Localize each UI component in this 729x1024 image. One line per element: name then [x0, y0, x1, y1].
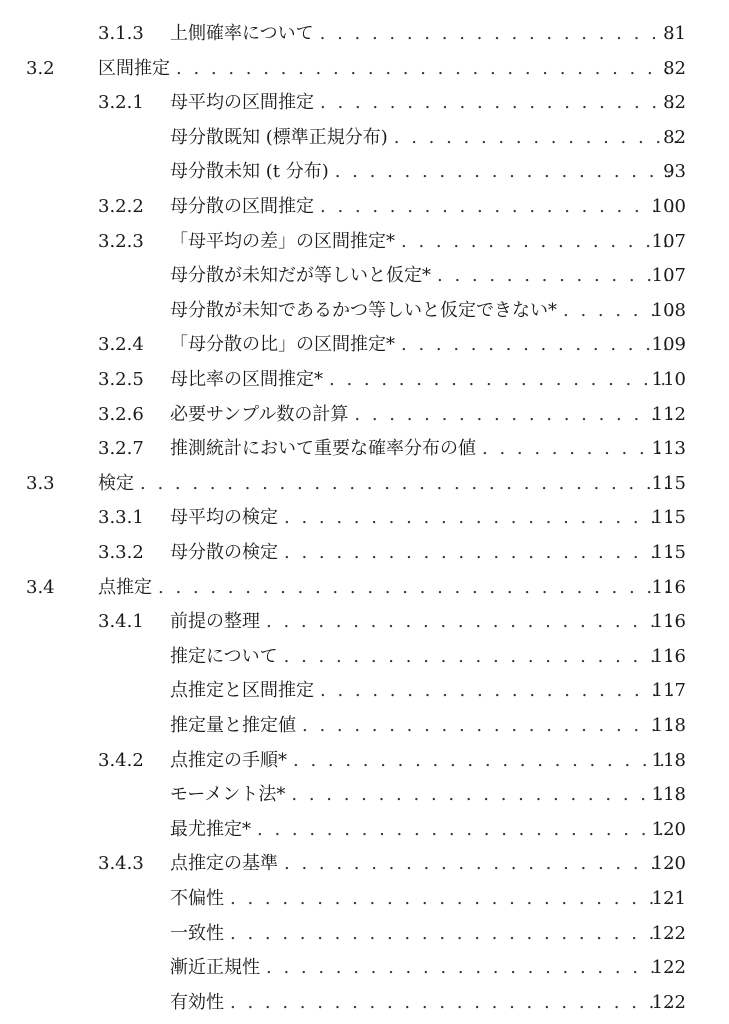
toc-entry-title: 推定について [170, 645, 278, 667]
toc-entry-title: 点推定の手順* [170, 749, 287, 771]
toc-entry-number: 3.3 [26, 472, 55, 494]
toc-dot-leader [158, 573, 679, 603]
toc-entry-page-number: 115 [651, 472, 686, 494]
toc-dot-leader [266, 607, 679, 637]
toc-entry-title: 「母平均の差」の区間推定* [170, 230, 395, 252]
toc-entry-title: 母分散未知 (t 分布) [170, 161, 329, 183]
toc-dot-leader [284, 849, 679, 879]
toc-entry-page-number: 118 [651, 715, 686, 736]
toc-entry-number: 3.2.4 [98, 334, 144, 356]
toc-entry-title-group [170, 849, 679, 879]
toc-entry-title-group [170, 434, 679, 464]
toc-entry-title: 推測統計において重要な確率分布の値 [170, 438, 476, 460]
toc-entry-title-group [170, 19, 679, 49]
toc-entry-page-number: 118 [651, 749, 686, 771]
toc-entry-page-number: 117 [651, 680, 686, 702]
toc-entry[interactable] [0, 780, 729, 810]
toc-entry-title: 母比率の区間推定* [170, 369, 323, 390]
toc-entry-page-number: 115 [651, 542, 686, 563]
toc-entry-number: 3.2.2 [98, 196, 144, 217]
toc-entry-number: 3.4 [26, 576, 55, 598]
toc-entry-title-group [170, 261, 679, 291]
toc-dot-leader [284, 538, 679, 568]
toc-entry-title: 母分散既知 (標準正規分布) [170, 126, 388, 148]
toc-entry[interactable] [0, 746, 729, 776]
toc-entry-page-number: 116 [651, 645, 686, 667]
toc-entry-title-group [170, 815, 679, 845]
toc-dot-leader [230, 884, 679, 914]
toc-entry-title-group [170, 503, 679, 533]
toc-entry-title-group [170, 919, 679, 949]
toc-entry-title-group [98, 469, 679, 499]
toc-entry-title: 不偏性 [170, 888, 224, 909]
toc-entry-title: 推定量と推定値 [170, 715, 296, 736]
toc-entry-page-number: 120 [651, 853, 686, 875]
toc-dot-leader [284, 642, 679, 672]
toc-entry-title-group [170, 884, 679, 914]
toc-entry-title-group [170, 746, 679, 776]
toc-entry-number: 3.4.1 [98, 611, 144, 633]
toc-entry-page-number: 112 [651, 403, 686, 425]
toc-entry-title-group [98, 573, 679, 603]
toc-entry-title: 最尤推定* [170, 818, 251, 840]
toc-entry-title-group [170, 953, 679, 983]
toc-entry-title: 上側確率について [170, 23, 314, 44]
toc-entry[interactable] [0, 227, 729, 257]
toc-entry[interactable] [0, 642, 729, 672]
toc-dot-leader [230, 988, 679, 1018]
toc-entry[interactable] [0, 573, 729, 603]
toc-entry-page-number: 107 [651, 265, 686, 287]
toc-entry-page-number: 82 [663, 126, 686, 148]
toc-entry-title: 母分散が未知であるかつ等しいと仮定できない* [170, 299, 557, 321]
toc-entry-title: 前提の整理 [170, 611, 260, 633]
toc-entry-page-number: 82 [663, 57, 686, 79]
toc-entry-page-number: 122 [651, 922, 686, 944]
toc-entry-title: 有効性 [170, 991, 224, 1013]
toc-entry[interactable] [0, 988, 729, 1018]
toc-entry-page-number: 82 [663, 92, 686, 114]
toc-entry-title: 母平均の検定 [170, 507, 278, 529]
toc-entry-page-number: 115 [651, 507, 686, 529]
toc-entry[interactable] [0, 884, 729, 914]
toc-entry-number: 3.2.3 [98, 230, 144, 252]
toc-entry-page-number: 120 [651, 818, 686, 840]
toc-entry-title: 点推定と区間推定 [170, 680, 314, 702]
toc-entry-title: 母平均の区間推定 [170, 92, 314, 114]
toc-entry[interactable] [0, 88, 729, 118]
toc-entry-title-group [170, 192, 679, 222]
toc-entry-title: 母分散の区間推定 [170, 196, 314, 217]
toc-entry[interactable] [0, 434, 729, 464]
toc-entry[interactable] [0, 469, 729, 499]
toc-entry-page-number: 100 [651, 196, 686, 217]
toc-entry-title-group [98, 54, 679, 84]
toc-entry-page-number: 81 [663, 23, 686, 44]
toc-entry[interactable] [0, 953, 729, 983]
toc-entry-title-group [170, 227, 679, 257]
toc-entry-title-group [170, 88, 679, 118]
toc-entry-title-group [170, 642, 679, 672]
toc-dot-leader [230, 919, 679, 949]
toc-entry-page-number: 116 [651, 611, 686, 633]
toc-entry[interactable] [0, 261, 729, 291]
toc-entry-number: 3.2.6 [98, 403, 144, 425]
toc-entry[interactable] [0, 849, 729, 879]
toc-entry[interactable] [0, 676, 729, 706]
toc-entry-number: 3.4.3 [98, 853, 144, 875]
toc-entry-title-group [170, 400, 679, 430]
toc-entry-title: 漸近正規性 [170, 957, 260, 979]
toc-entry-title-group [170, 711, 679, 741]
toc-entry[interactable] [0, 54, 729, 84]
toc-dot-leader [302, 711, 679, 741]
toc-entry[interactable] [0, 296, 729, 326]
toc-dot-leader [257, 815, 679, 845]
toc-entry[interactable] [0, 919, 729, 949]
toc-entry-title-group [170, 365, 679, 395]
toc-entry-title: 区間推定 [98, 57, 170, 79]
toc-entry-title-group [170, 123, 679, 153]
toc-entry-title: 母分散が未知だが等しいと仮定* [170, 265, 431, 287]
toc-entry-page-number: 93 [663, 161, 686, 183]
toc-entry-title: 点推定の基準 [170, 853, 278, 875]
toc-entry[interactable] [0, 538, 729, 568]
toc-entry[interactable] [0, 365, 729, 395]
toc-entry-title: 点推定 [98, 576, 152, 598]
toc-entry[interactable] [0, 19, 729, 49]
toc-entry-number: 3.1.3 [98, 23, 144, 44]
toc-entry[interactable] [0, 607, 729, 637]
toc-dot-leader [266, 953, 679, 983]
toc-entry-title-group [170, 538, 679, 568]
toc-dot-leader [291, 780, 679, 810]
toc-entry-page-number: 116 [651, 576, 686, 598]
toc-entry[interactable] [0, 503, 729, 533]
toc-entry[interactable] [0, 815, 729, 845]
toc-entry-title-group [170, 330, 679, 360]
toc-entry-number: 3.2.5 [98, 369, 144, 390]
toc-entry-number: 3.4.2 [98, 749, 144, 771]
toc-entry-title-group [170, 157, 679, 187]
toc-entry-page-number: 109 [651, 334, 686, 356]
toc-entry-page-number: 121 [651, 888, 686, 909]
toc-entry-page-number: 122 [651, 957, 686, 979]
toc-entry-title: 母分散の検定 [170, 542, 278, 563]
toc-entry-title-group [170, 676, 679, 706]
toc-entry-title: 検定 [98, 472, 134, 494]
toc-entry-page-number: 107 [651, 230, 686, 252]
toc-entry-page-number: 113 [651, 438, 686, 460]
toc-entry-title: 「母分散の比」の区間推定* [170, 334, 395, 356]
toc-entry-title-group [170, 296, 679, 326]
toc-entry-title: 一致性 [170, 922, 224, 944]
toc-entry[interactable] [0, 157, 729, 187]
toc-entry[interactable] [0, 711, 729, 741]
toc-dot-leader [176, 54, 679, 84]
toc-dot-leader [140, 469, 679, 499]
toc-entry[interactable] [0, 330, 729, 360]
toc-entry-number: 3.2 [26, 57, 55, 79]
toc-entry[interactable] [0, 400, 729, 430]
toc-entry-number: 3.3.2 [98, 542, 144, 563]
toc-entry-number: 3.2.1 [98, 92, 144, 114]
toc-entry-title: 必要サンプル数の計算 [170, 403, 349, 425]
toc-entry[interactable] [0, 192, 729, 222]
toc-dot-leader [293, 746, 679, 776]
toc-entry-page-number: 118 [651, 784, 686, 806]
toc-dot-leader [284, 503, 679, 533]
toc-entry-title-group [170, 607, 679, 637]
toc-entry-title: モーメント法* [170, 784, 286, 806]
toc-entry-title-group [170, 780, 679, 810]
toc-entry-page-number: 108 [651, 299, 686, 321]
toc-entry-number: 3.2.7 [98, 438, 144, 460]
toc-entry-number: 3.3.1 [98, 507, 144, 529]
toc-entry-title-group [170, 988, 679, 1018]
toc-entry-page-number: 110 [651, 369, 686, 390]
toc-entry-page-number: 122 [651, 991, 686, 1013]
toc-entry[interactable] [0, 123, 729, 153]
